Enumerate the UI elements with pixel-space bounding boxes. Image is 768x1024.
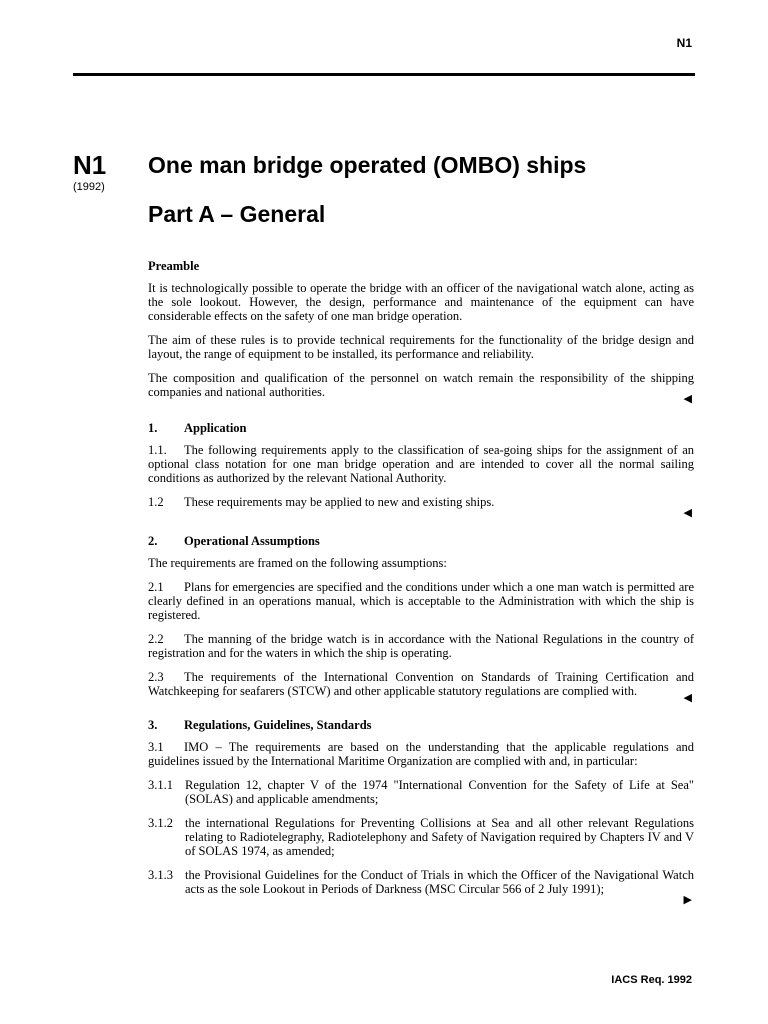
clause-number: 2.3 [148,670,164,684]
sub-clause-number: 3.1.3 [148,868,173,882]
section-end-marker: ◀ [683,507,692,519]
sub-clause-text: Regulation 12, chapter V of the 1974 "International Convention for the Safety of Life at Sea" (SOLAS) and applicable amendments; [185,778,694,806]
clause-number: 2.2 [148,632,164,646]
clause-number: 3.1 [148,740,164,754]
preamble-heading: Preamble [148,259,200,273]
section-title: Operational Assumptions [184,534,320,548]
section-application [148,421,694,519]
clause-text: IMO – The requirements are based on the understanding that the applicable regulations and guidelines issued by the International Maritime Organization are complied with and, in particular: [148,740,694,768]
clause-text: The manning of the bridge watch is in accordance with the National Regulations in the country of registration and for the waters in which the ship is operating. [148,632,694,660]
clause-text: These requirements may be applied to new and existing ships. [184,495,495,509]
page-footer: IACS Req. 1992 [611,974,692,986]
preamble-paragraph: The composition and qualification of the personnel on watch remain the responsibility of the shipping companies and national authorities. [148,371,694,399]
preamble-section [148,259,694,405]
clause [148,670,694,698]
sub-clause-text: the international Regulations for Preventing Collisions at Sea and all other relevant Regulations relating to Radiotelegraphy, Radiotelephony and Safety of Navigation required by Chapters IV and V of SOLAS 1974, as amended; [185,816,694,858]
clause [148,740,694,768]
page-identifier: N1 [676,36,692,50]
preamble-paragraph: It is technologically possible to operate the bridge with an officer of the navigational watch alone, acting as the sole lookout. However, the design, performance and maintenance of the equipment can have considerable effects on the safety of one man bridge operation. [148,281,694,323]
section-heading [148,534,694,548]
document-body [148,259,694,906]
document-title: One man bridge operated (OMBO) ships [148,152,587,178]
part-title: Part A – General [148,201,326,227]
requirement-number: N1 [73,150,107,180]
section-heading [148,718,694,732]
clause [148,580,694,622]
clause-number: 2.1 [148,580,164,594]
continued-marker: ▶ [683,894,692,906]
section-operational-assumptions [148,534,694,704]
requirement-year: (1992) [73,181,105,193]
clause [148,443,694,485]
section-end-marker: ◀ [683,393,692,405]
sub-clause [148,868,694,896]
sub-clause-number: 3.1.1 [148,778,173,792]
section-title: Application [184,421,247,435]
section-number: 3. [148,718,158,732]
clause [148,632,694,660]
clause [148,495,694,509]
section-end-marker: ◀ [683,692,692,704]
section-regulations [148,718,694,906]
clause-text: The requirements of the International Convention on Standards of Training Certification and Watchkeeping for seafarers (STCW) and other applicable statutory regulations are complied with. [148,670,694,698]
section-title: Regulations, Guidelines, Standards [184,718,372,732]
sub-clause-number: 3.1.2 [148,816,173,830]
section-heading [148,421,694,435]
sub-clause [148,778,694,806]
header-rule [73,73,695,76]
section-intro: The requirements are framed on the following assumptions: [148,556,447,570]
clause-text: Plans for emergencies are specified and the conditions under which a one man watch is permitted are clearly defined in an operations manual, which is acceptable to the Administration with which the ship is registered. [148,580,694,622]
clause-number: 1.2 [148,495,164,509]
clause-number: 1.1. [148,443,167,457]
sub-clause [148,816,694,858]
preamble-paragraph: The aim of these rules is to provide technical requirements for the functionality of the bridge design and layout, the range of equipment to be installed, its performance and reliability. [148,333,694,361]
section-number: 2. [148,534,158,548]
clause-text: The following requirements apply to the classification of sea-going ships for the assignment of an optional class notation for one man bridge operation and are intended to cover all the normal sailing conditions as authorized by the relevant National Authority. [148,443,694,485]
section-number: 1. [148,421,158,435]
sub-clause-text: the Provisional Guidelines for the Conduct of Trials in which the Officer of the Navigational Watch acts as the sole Lookout in Periods of Darkness (MSC Circular 566 of 2 July 1991); [185,868,694,896]
